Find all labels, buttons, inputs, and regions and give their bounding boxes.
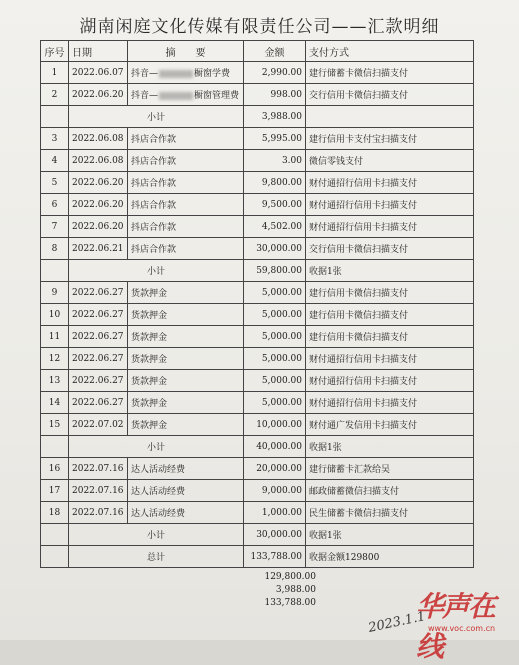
row-date: 2022.07.16 xyxy=(69,458,128,480)
watermark-logo: 华声在线 xyxy=(416,590,495,663)
row-amount: 30,000.00 xyxy=(244,238,306,260)
row-no: 8 xyxy=(41,238,69,260)
row-no: 14 xyxy=(41,392,69,414)
row-method: 财付通招行信用卡扫描支付 xyxy=(306,370,474,392)
row-summary: 抖店合作款 xyxy=(128,216,244,238)
subtotal-amount: 30,000.00 xyxy=(244,524,306,546)
subtotal-note: 收据1张 xyxy=(306,436,474,458)
subtotal-note: 收据金额129800 xyxy=(306,546,474,568)
table-row xyxy=(41,62,474,84)
table-row xyxy=(41,480,474,502)
subtotal-spacer xyxy=(41,524,69,546)
subtotal-amount: 133,788.00 xyxy=(244,546,306,568)
row-no: 11 xyxy=(41,326,69,348)
table-row xyxy=(41,150,474,172)
row-method: 财付通招行信用卡扫描支付 xyxy=(306,392,474,414)
row-amount: 5,000.00 xyxy=(244,304,306,326)
row-amount: 1,000.00 xyxy=(244,502,306,524)
row-date: 2022.06.08 xyxy=(69,128,128,150)
table-row xyxy=(41,216,474,238)
row-amount: 9,500.00 xyxy=(244,194,306,216)
subtotal-amount: 40,000.00 xyxy=(244,436,306,458)
table-row xyxy=(41,84,474,106)
row-date: 2022.06.20 xyxy=(69,216,128,238)
row-no: 9 xyxy=(41,282,69,304)
handwritten-date: 2023.1.1 xyxy=(367,609,427,636)
row-summary: 抖店合作款 xyxy=(128,172,244,194)
row-date: 2022.06.27 xyxy=(69,326,128,348)
row-amount: 5,000.00 xyxy=(244,326,306,348)
row-date: 2022.07.16 xyxy=(69,502,128,524)
document-title: 湖南闲庭文化传媒有限责任公司——汇款明细 xyxy=(79,17,440,37)
row-no: 4 xyxy=(41,150,69,172)
subtotal-spacer xyxy=(41,106,69,128)
subtotal-note: 收据1张 xyxy=(306,524,474,546)
row-summary xyxy=(128,84,244,106)
table-row xyxy=(41,304,474,326)
summary-prefix: 抖音— xyxy=(131,69,159,79)
remittance-table xyxy=(40,40,474,568)
subtotal-label: 小计 xyxy=(69,106,244,128)
row-method: 财付通招行信用卡扫描支付 xyxy=(306,172,474,194)
footer-total-2: 3,988.00 xyxy=(275,585,316,595)
row-amount: 9,000.00 xyxy=(244,480,306,502)
table-row xyxy=(41,238,474,260)
row-amount: 20,000.00 xyxy=(244,458,306,480)
subtotal-label: 小计 xyxy=(69,524,244,546)
redacted-block xyxy=(159,70,193,78)
row-no: 6 xyxy=(41,194,69,216)
row-amount: 998.00 xyxy=(244,84,306,106)
table-row xyxy=(41,282,474,304)
row-method: 财付通招行信用卡扫描支付 xyxy=(306,216,474,238)
table-row xyxy=(41,172,474,194)
header-date: 日期 xyxy=(69,41,128,62)
row-date: 2022.06.27 xyxy=(69,282,128,304)
subtotal-label: 小计 xyxy=(69,260,244,282)
subtotal-label: 小计 xyxy=(69,436,244,458)
summary-prefix: 抖音— xyxy=(131,91,159,101)
row-summary: 货款押金 xyxy=(128,392,244,414)
row-date: 2022.06.27 xyxy=(69,348,128,370)
table-row xyxy=(41,128,474,150)
row-summary: 抖店合作款 xyxy=(128,128,244,150)
row-method: 建行信用卡微信扫描支付 xyxy=(306,326,474,348)
row-summary: 货款押金 xyxy=(128,370,244,392)
row-no: 3 xyxy=(41,128,69,150)
row-amount: 9,800.00 xyxy=(244,172,306,194)
subtotal-row xyxy=(41,260,474,282)
subtotal-label: 总计 xyxy=(69,546,244,568)
table-row xyxy=(41,414,474,436)
table-row xyxy=(41,326,474,348)
row-method: 建行储蓄卡微信扫描支付 xyxy=(306,62,474,84)
subtotal-note: 收据1张 xyxy=(306,260,474,282)
row-amount: 4,502.00 xyxy=(244,216,306,238)
row-no: 1 xyxy=(41,62,69,84)
header-amount: 金额 xyxy=(244,41,306,62)
header-method: 支付方式 xyxy=(306,41,474,62)
row-method: 建行储蓄卡汇款给吴 xyxy=(306,458,474,480)
row-date: 2022.06.08 xyxy=(69,150,128,172)
row-no: 17 xyxy=(41,480,69,502)
row-date: 2022.07.02 xyxy=(69,414,128,436)
row-summary: 货款押金 xyxy=(128,304,244,326)
row-summary: 货款押金 xyxy=(128,326,244,348)
row-date: 2022.06.27 xyxy=(69,392,128,414)
row-summary: 抖店合作款 xyxy=(128,194,244,216)
row-method: 财付通招行信用卡扫描支付 xyxy=(306,194,474,216)
header-no: 序号 xyxy=(41,41,69,62)
row-amount: 5,000.00 xyxy=(244,282,306,304)
subtotal-spacer xyxy=(41,546,69,568)
row-method: 财付通招行信用卡扫描支付 xyxy=(306,348,474,370)
redacted-block xyxy=(159,92,193,100)
row-date: 2022.06.07 xyxy=(69,62,128,84)
subtotal-note xyxy=(306,106,474,128)
table-row xyxy=(41,502,474,524)
footer-total-1: 129,800.00 xyxy=(264,572,316,582)
row-no: 12 xyxy=(41,348,69,370)
row-method: 邮政储蓄微信扫描支付 xyxy=(306,480,474,502)
table-body xyxy=(41,62,474,568)
row-no: 5 xyxy=(41,172,69,194)
table-row xyxy=(41,348,474,370)
row-summary xyxy=(128,62,244,84)
header-summary: 摘 要 xyxy=(128,41,244,62)
table-row xyxy=(41,458,474,480)
table-row xyxy=(41,194,474,216)
row-summary: 抖店合作款 xyxy=(128,238,244,260)
row-method: 建行信用卡支付宝扫描支付 xyxy=(306,128,474,150)
row-summary: 抖店合作款 xyxy=(128,150,244,172)
row-no: 10 xyxy=(41,304,69,326)
row-summary: 达人活动经费 xyxy=(128,458,244,480)
row-amount: 5,000.00 xyxy=(244,370,306,392)
row-date: 2022.06.20 xyxy=(69,172,128,194)
row-amount: 5,995.00 xyxy=(244,128,306,150)
row-method: 交行信用卡微信扫描支付 xyxy=(306,84,474,106)
table-row xyxy=(41,370,474,392)
table-header-row xyxy=(41,41,474,62)
row-method: 交行信用卡微信扫描支付 xyxy=(306,238,474,260)
summary-suffix: 橱窗学费 xyxy=(194,69,231,79)
row-amount: 3.00 xyxy=(244,150,306,172)
row-summary: 货款押金 xyxy=(128,282,244,304)
row-no: 16 xyxy=(41,458,69,480)
table-row xyxy=(41,392,474,414)
row-date: 2022.06.20 xyxy=(69,194,128,216)
subtotal-amount: 59,800.00 xyxy=(244,260,306,282)
row-date: 2022.07.16 xyxy=(69,480,128,502)
row-method: 建行信用卡微信扫描支付 xyxy=(306,304,474,326)
watermark-url: www.voc.com.cn xyxy=(428,624,496,633)
row-summary: 达人活动经费 xyxy=(128,480,244,502)
row-date: 2022.06.21 xyxy=(69,238,128,260)
row-amount: 5,000.00 xyxy=(244,392,306,414)
row-no: 18 xyxy=(41,502,69,524)
row-date: 2022.06.27 xyxy=(69,304,128,326)
row-summary: 货款押金 xyxy=(128,348,244,370)
row-method: 民生储蓄卡微信扫描支付 xyxy=(306,502,474,524)
row-amount: 5,000.00 xyxy=(244,348,306,370)
footer-total-3: 133,788.00 xyxy=(264,598,316,608)
summary-suffix: 橱窗管理费 xyxy=(194,91,240,101)
row-method: 财付通广发信用卡扫描支付 xyxy=(306,414,474,436)
subtotal-spacer xyxy=(41,260,69,282)
row-amount: 10,000.00 xyxy=(244,414,306,436)
row-summary: 货款押金 xyxy=(128,414,244,436)
row-method: 建行信用卡微信扫描支付 xyxy=(306,282,474,304)
subtotal-row xyxy=(41,436,474,458)
row-no: 7 xyxy=(41,216,69,238)
row-method: 微信零钱支付 xyxy=(306,150,474,172)
row-no: 13 xyxy=(41,370,69,392)
subtotal-row xyxy=(41,106,474,128)
subtotal-row xyxy=(41,524,474,546)
row-no: 2 xyxy=(41,84,69,106)
subtotal-amount: 3,988.00 xyxy=(244,106,306,128)
subtotal-spacer xyxy=(41,436,69,458)
row-no: 15 xyxy=(41,414,69,436)
row-date: 2022.06.20 xyxy=(69,84,128,106)
row-date: 2022.06.27 xyxy=(69,370,128,392)
subtotal-row xyxy=(41,546,474,568)
row-summary: 达人活动经费 xyxy=(128,502,244,524)
footer-totals xyxy=(256,571,316,610)
row-amount: 2,990.00 xyxy=(244,62,306,84)
